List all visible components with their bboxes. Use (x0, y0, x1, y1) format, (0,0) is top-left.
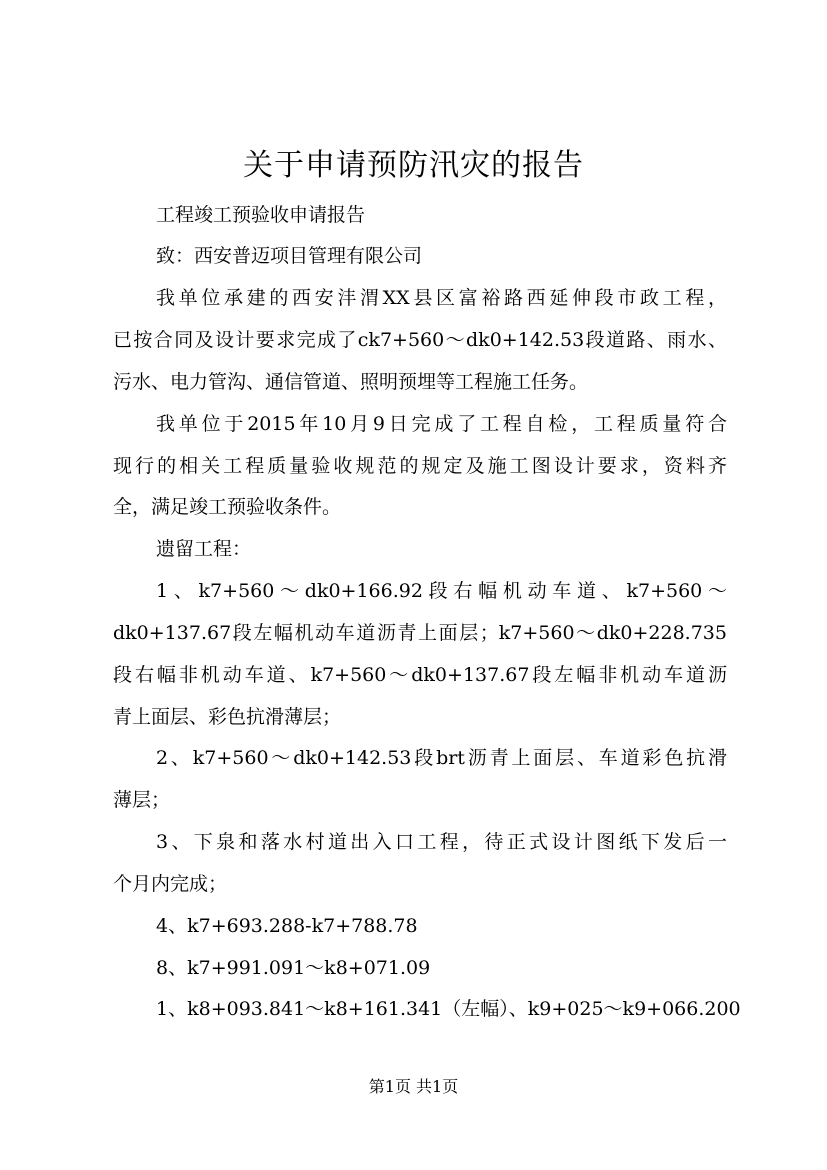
list-item-line: dk0+137.67段左幅机动车道沥青上面层；k7+560～dk0+228.735 (113, 622, 727, 644)
list-item-line: 个月内完成； (113, 873, 228, 895)
body-line: 现行的相关工程质量验收规范的规定及施工图设计要求，资料齐 (113, 455, 727, 477)
list-item-line: 1、k8+093.841～k8+161.341（左幅）、k9+025～k9+066.200 (156, 998, 741, 1020)
body-line: 已按合同及设计要求完成了ck7+560～dk0+142.53段道路、雨水、 (113, 329, 727, 351)
list-item-line: 8、k7+991.091～k8+071.09 (156, 957, 431, 979)
section-heading: 遗留工程： (156, 538, 252, 560)
list-item-line: 段右幅非机动车道、k7+560～dk0+137.67段左幅非机动车道沥 (113, 664, 727, 686)
page-footer: 第1页 共1页 (368, 1077, 459, 1096)
body-line: 我单位于2015年10月9日完成了工程自检，工程质量符合 (156, 413, 727, 435)
list-item-line: 薄层； (113, 789, 171, 811)
list-item-line: 2、k7+560～dk0+142.53段brt沥青上面层、车道彩色抗滑 (156, 747, 727, 769)
addressee-line: 致：西安普迈项目管理有限公司 (156, 245, 423, 267)
document-title: 关于申请预防汛灾的报告 (243, 148, 584, 183)
subtitle-line: 工程竣工预验收申请报告 (156, 204, 366, 226)
list-item-line: 1、k7+560～dk0+166.92段右幅机动车道、k7+560～ (156, 580, 727, 602)
body-line: 我单位承建的西安沣渭XX县区富裕路西延伸段市政工程， (156, 287, 727, 309)
body-line: 全，满足竣工预验收条件。 (113, 496, 342, 518)
body-line: 污水、电力管沟、通信管道、照明预埋等工程施工任务。 (113, 371, 589, 393)
list-item-line: 4、k7+693.288-k7+788.78 (156, 915, 418, 937)
list-item-line: 青上面层、彩色抗滑薄层； (113, 706, 342, 728)
list-item-line: 3、下泉和落水村道出入口工程，待正式设计图纸下发后一 (156, 831, 727, 853)
